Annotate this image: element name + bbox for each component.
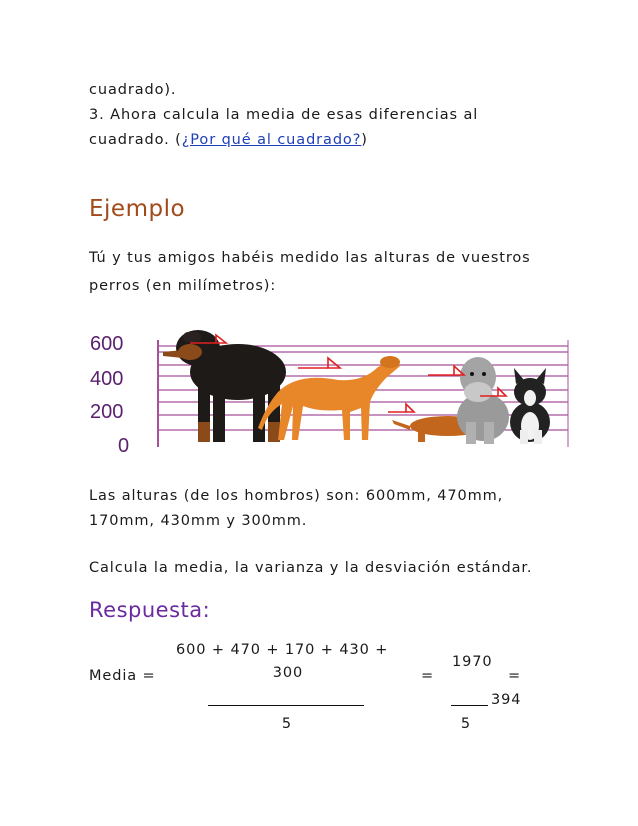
axis-label-600: 600 xyxy=(90,333,124,355)
axis-label-200: 200 xyxy=(90,401,124,423)
marker-terrier-triangle xyxy=(498,388,506,396)
dog-heights-figure xyxy=(88,322,578,460)
answer-heading: Respuesta: xyxy=(89,598,211,622)
task-text: Calcula la media, la varianza y la desviación estándar. xyxy=(89,560,533,576)
numerator-line-2: 300 xyxy=(272,665,304,681)
axis-label-400: 400 xyxy=(90,368,124,390)
example-paragraph-line-2: perros (en milímetros): xyxy=(89,278,277,294)
media-label: Media = xyxy=(89,668,156,684)
denominator-1: 5 xyxy=(281,716,293,732)
sum-value: 1970 xyxy=(452,654,493,670)
heights-line-1: Las alturas (de los hombros) son: 600mm, 470mm, xyxy=(89,488,504,504)
intro-line-3-suffix: ) xyxy=(361,132,368,148)
marker-dachshund-triangle xyxy=(406,404,414,412)
intro-line-2: 3. Ahora calcula la media de esas diferencias al xyxy=(89,107,479,123)
why-squared-link[interactable]: ¿Por qué al cuadrado? xyxy=(181,132,362,148)
intro-line-3 xyxy=(89,132,368,148)
example-heading: Ejemplo xyxy=(89,196,186,222)
example-paragraph-line-1: Tú y tus amigos habéis medido las alturas de vuestros xyxy=(89,250,531,266)
marker-greyhound-triangle xyxy=(328,358,340,368)
equals-sign-2: = xyxy=(508,668,522,684)
axis-label-0: 0 xyxy=(118,435,130,457)
intro-line-3-prefix: cuadrado. ( xyxy=(89,132,182,148)
fraction-bar-1 xyxy=(208,705,364,706)
fraction-bar-2 xyxy=(451,705,488,706)
denominator-2: 5 xyxy=(460,716,472,732)
schnauzer-dog xyxy=(457,357,509,444)
result-value: 394 xyxy=(491,692,522,708)
intro-line-1: cuadrado). xyxy=(89,82,177,98)
boston-terrier-dog xyxy=(510,368,550,444)
heights-line-2: 170mm, 430mm y 300mm. xyxy=(89,513,308,529)
rottweiler-dog xyxy=(163,330,286,442)
equals-sign-1: = xyxy=(421,668,435,684)
numerator-line-1: 600 + 470 + 170 + 430 + xyxy=(176,642,389,658)
